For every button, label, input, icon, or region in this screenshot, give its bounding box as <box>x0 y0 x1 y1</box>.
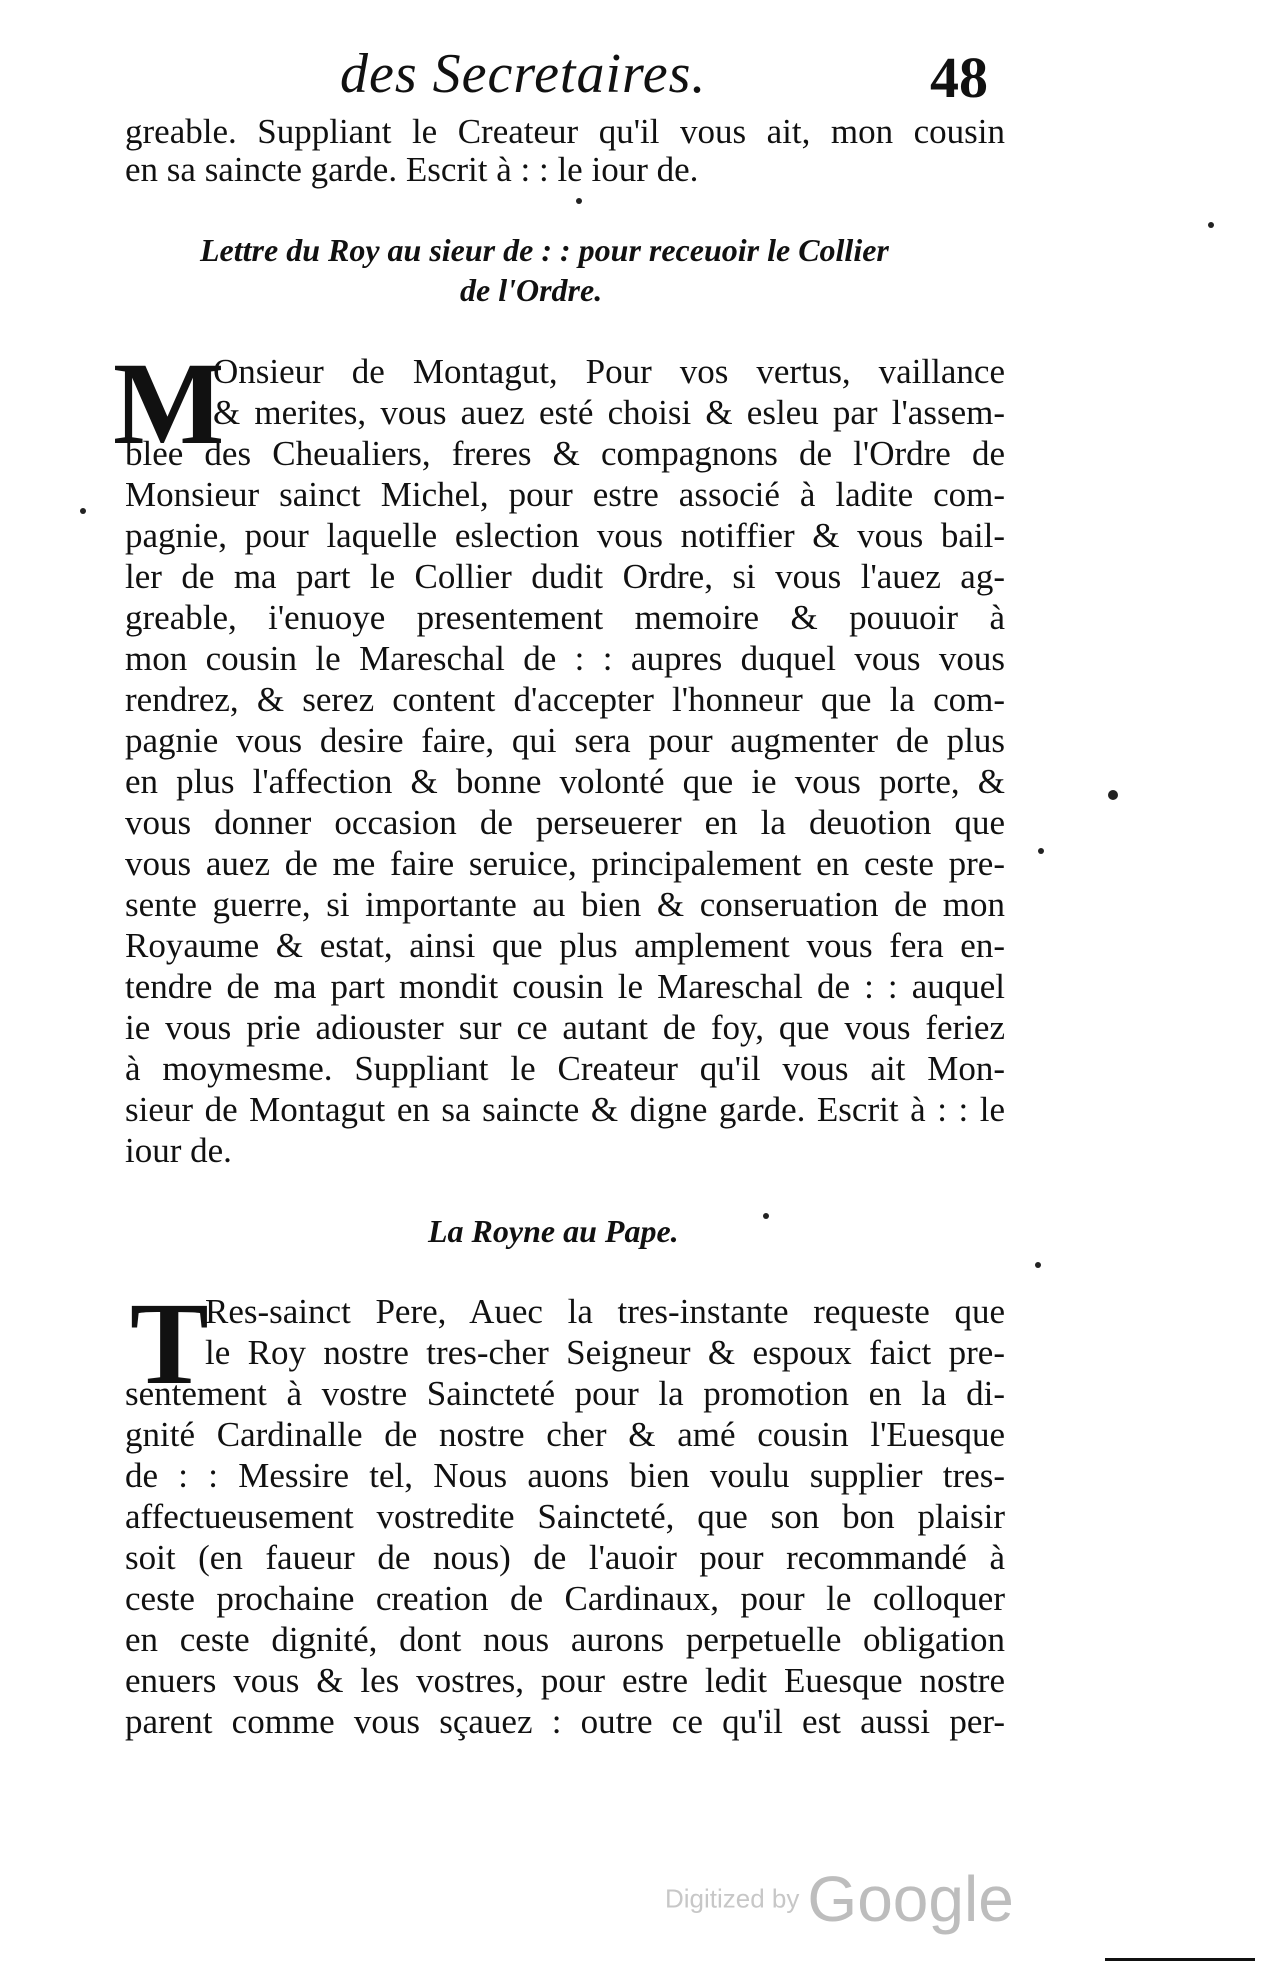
ink-speck <box>1038 848 1044 854</box>
page-edge-rule <box>1105 1958 1255 1961</box>
text-line: enuers vous & les vostres, pour estre ledit Euesque nostre <box>125 1661 1005 1700</box>
ink-speck <box>80 508 86 514</box>
drop-cap: M <box>113 338 225 469</box>
ink-speck <box>1108 790 1118 800</box>
text-line: vous auez de me faire seruice, principalement en ceste pre- <box>125 844 1005 883</box>
text-line: soit (en faueur de nous) de l'auoir pour recommandé à <box>125 1538 1005 1577</box>
text-line: greable, i'enuoye presentement memoire & pouuoir à <box>125 598 1005 637</box>
text-line: en plus l'affection & bonne volonté que ie vous porte, & <box>125 762 1005 801</box>
text-line: sente guerre, si importante au bien & conseruation de mon <box>125 885 1005 924</box>
text-line: rendrez, & serez content d'accepter l'honneur que la com- <box>125 680 1005 719</box>
ink-speck <box>763 1213 769 1219</box>
text-line: le Roy nostre tres-cher Seigneur & espoux faict pre- <box>205 1333 1005 1372</box>
text-line: en sa saincte garde. Escrit à : : le iour de. <box>125 150 699 189</box>
text-line: iour de. <box>125 1131 232 1170</box>
digitized-by-text: Digitized by <box>665 1883 800 1914</box>
text-line: ler de ma part le Collier dudit Ordre, si vous l'auez ag- <box>125 557 1005 596</box>
letter-heading: La Royne au Pape. <box>428 1213 679 1249</box>
text-line: parent comme vous sçauez : outre ce qu'il est aussi per- <box>125 1702 1005 1741</box>
text-line: blee des Cheualiers, freres & compagnons de l'Ordre de <box>125 434 1005 473</box>
text-line: pagnie, pour laquelle eslection vous notiffier & vous bail- <box>125 516 1005 555</box>
digitization-watermark <box>665 1862 1014 1936</box>
ink-speck <box>1035 1262 1041 1268</box>
google-logo: Google <box>807 1863 1014 1935</box>
text-line: à moymesme. Suppliant le Createur qu'il vous ait Mon- <box>125 1049 1005 1088</box>
text-line: en ceste dignité, dont nous aurons perpetuelle obligation <box>125 1620 1005 1659</box>
text-line: Monsieur sainct Michel, pour estre associé à ladite com- <box>125 475 1005 514</box>
text-line: Res-sainct Pere, Auec la tres-instante requeste que <box>205 1292 1005 1331</box>
text-line: affectueusement vostredite Saincteté, que son bon plaisir <box>125 1497 1005 1536</box>
text-line: Royaume & estat, ainsi que plus amplement vous fera en- <box>125 926 1005 965</box>
ink-speck <box>1208 222 1214 228</box>
text-line: greable. Suppliant le Createur qu'il vous ait, mon cousin <box>125 112 1005 151</box>
running-title: des Secretaires. <box>340 43 707 105</box>
letter-heading: Lettre du Roy au sieur de : : pour receuoir le Collier <box>200 232 889 268</box>
letter-heading: de l'Ordre. <box>460 272 603 308</box>
text-line: sieur de Montagut en sa saincte & digne garde. Escrit à : : le <box>125 1090 1005 1129</box>
ink-speck <box>576 198 582 204</box>
text-line: pagnie vous desire faire, qui sera pour augmenter de plus <box>125 721 1005 760</box>
text-line: tendre de ma part mondit cousin le Mareschal de : : auquel <box>125 967 1005 1006</box>
text-line: ie vous prie adiouster sur ce autant de foy, que vous feriez <box>125 1008 1005 1047</box>
text-line: sentement à vostre Saincteté pour la promotion en la di- <box>125 1374 1005 1413</box>
text-line: de : : Messire tel, Nous auons bien voulu supplier tres- <box>125 1456 1005 1495</box>
text-line: & merites, vous auez esté choisi & esleu par l'assem- <box>213 393 1005 432</box>
text-line: vous donner occasion de perseuerer en la deuotion que <box>125 803 1005 842</box>
text-line: gnité Cardinalle de nostre cher & amé cousin l'Euesque <box>125 1415 1005 1454</box>
drop-cap: T <box>130 1278 209 1409</box>
page-number: 48 <box>930 45 988 110</box>
text-line: mon cousin le Mareschal de : : aupres duquel vous vous <box>125 639 1005 678</box>
text-line: Onsieur de Montagut, Pour vos vertus, vaillance <box>213 352 1005 391</box>
text-line: ceste prochaine creation de Cardinaux, pour le colloquer <box>125 1579 1005 1618</box>
